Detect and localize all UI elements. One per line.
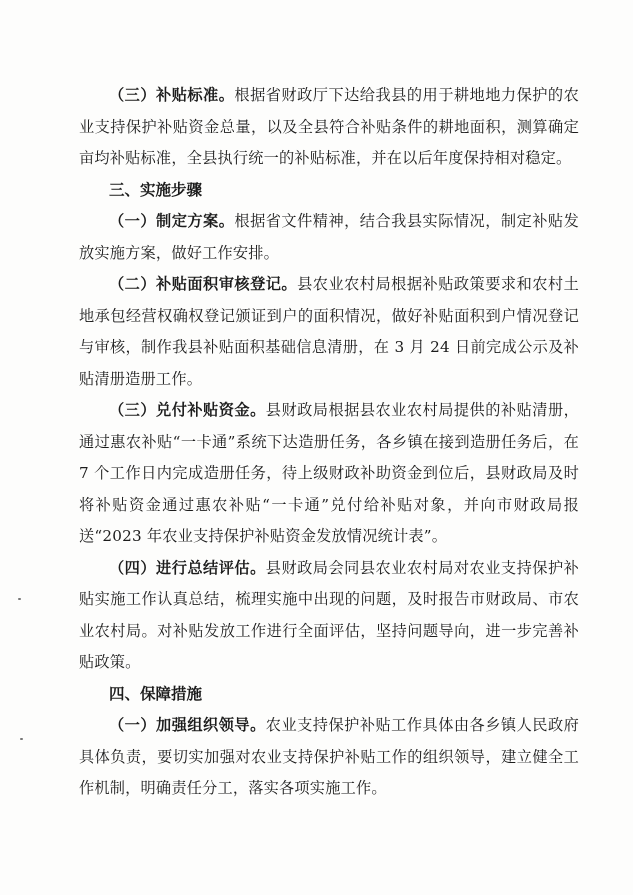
paragraph-pay-subsidy <box>79 395 579 553</box>
paragraph-summary-evaluation <box>79 553 579 679</box>
scan-speck <box>20 738 23 740</box>
section-heading-safeguards: 四、保障措施 <box>109 684 203 703</box>
paragraph-lead: （二）补贴面积审核登记。 <box>109 275 298 293</box>
paragraph-area-registration <box>79 269 579 395</box>
paragraph-lead: （一）制定方案。 <box>109 212 235 230</box>
paragraph-text: 县农业农村局根据补贴政策要求和农村土地承包经营权确权登记颁证到户的面积情况，做好补贴面积到户情况登记与审核，制作我县补贴面积基础信息清册，在 3 月 24 日前完成公示及补贴清册造册工作。 <box>79 275 579 388</box>
paragraph-lead: （四）进行总结评估。 <box>109 558 266 577</box>
paragraph-lead: （一）加强组织领导。 <box>109 716 266 734</box>
paragraph-text: 县财政局根据县农业农村局提供的补贴清册，通过惠农补贴“一卡通”系统下达造册任务，各乡镇在接到造册任务后，在 7 个工作日内完成造册任务，待上级财政补助资金到位后，县财政局及时将补贴资金通过惠农补贴“一卡通”兑付给补贴对象，并向市财政局报送“2023 年农业支持保护补贴资金发放情况统计表”。 <box>79 401 580 545</box>
paragraph-organization-leadership <box>79 710 579 805</box>
paragraph-subsidy-standard <box>79 80 579 175</box>
paragraph-text: 县财政局会同县农业农村局对农业支持保护补贴实施工作认真总结，梳理实施中出现的问题，及时报告市财政局、市农业农村局。对补贴发放工作进行全面评估，坚持问题导向，进一步完善补贴政策。 <box>79 558 580 671</box>
paragraph-formulate-plan <box>79 206 579 269</box>
paragraph-text: 根据省文件精神，结合我县实际情况，制定补贴发放实施方案，做好工作安排。 <box>79 212 579 262</box>
paragraph-text: 农业支持保护补贴工作具体由各乡镇人民政府具体负责，要切实加强对农业支持保护补贴工作的组织领导，建立健全工作机制，明确责任分工，落实各项实施工作。 <box>79 716 580 797</box>
paragraph-lead: （三）补贴标准。 <box>109 86 235 104</box>
document-body <box>79 80 579 805</box>
paragraph-text: 根据省财政厅下达给我县的用于耕地地力保护的农业支持保护补贴资金总量，以及全县符合补贴条件的耕地面积，测算确定亩均补贴标准，全县执行统一的补贴标准，并在以后年度保持相对稳定。 <box>79 86 579 167</box>
paragraph-lead: （三）兑付补贴资金。 <box>109 401 266 419</box>
section-heading-implementation-steps: 三、实施步骤 <box>109 180 203 199</box>
scan-speck <box>18 598 21 600</box>
